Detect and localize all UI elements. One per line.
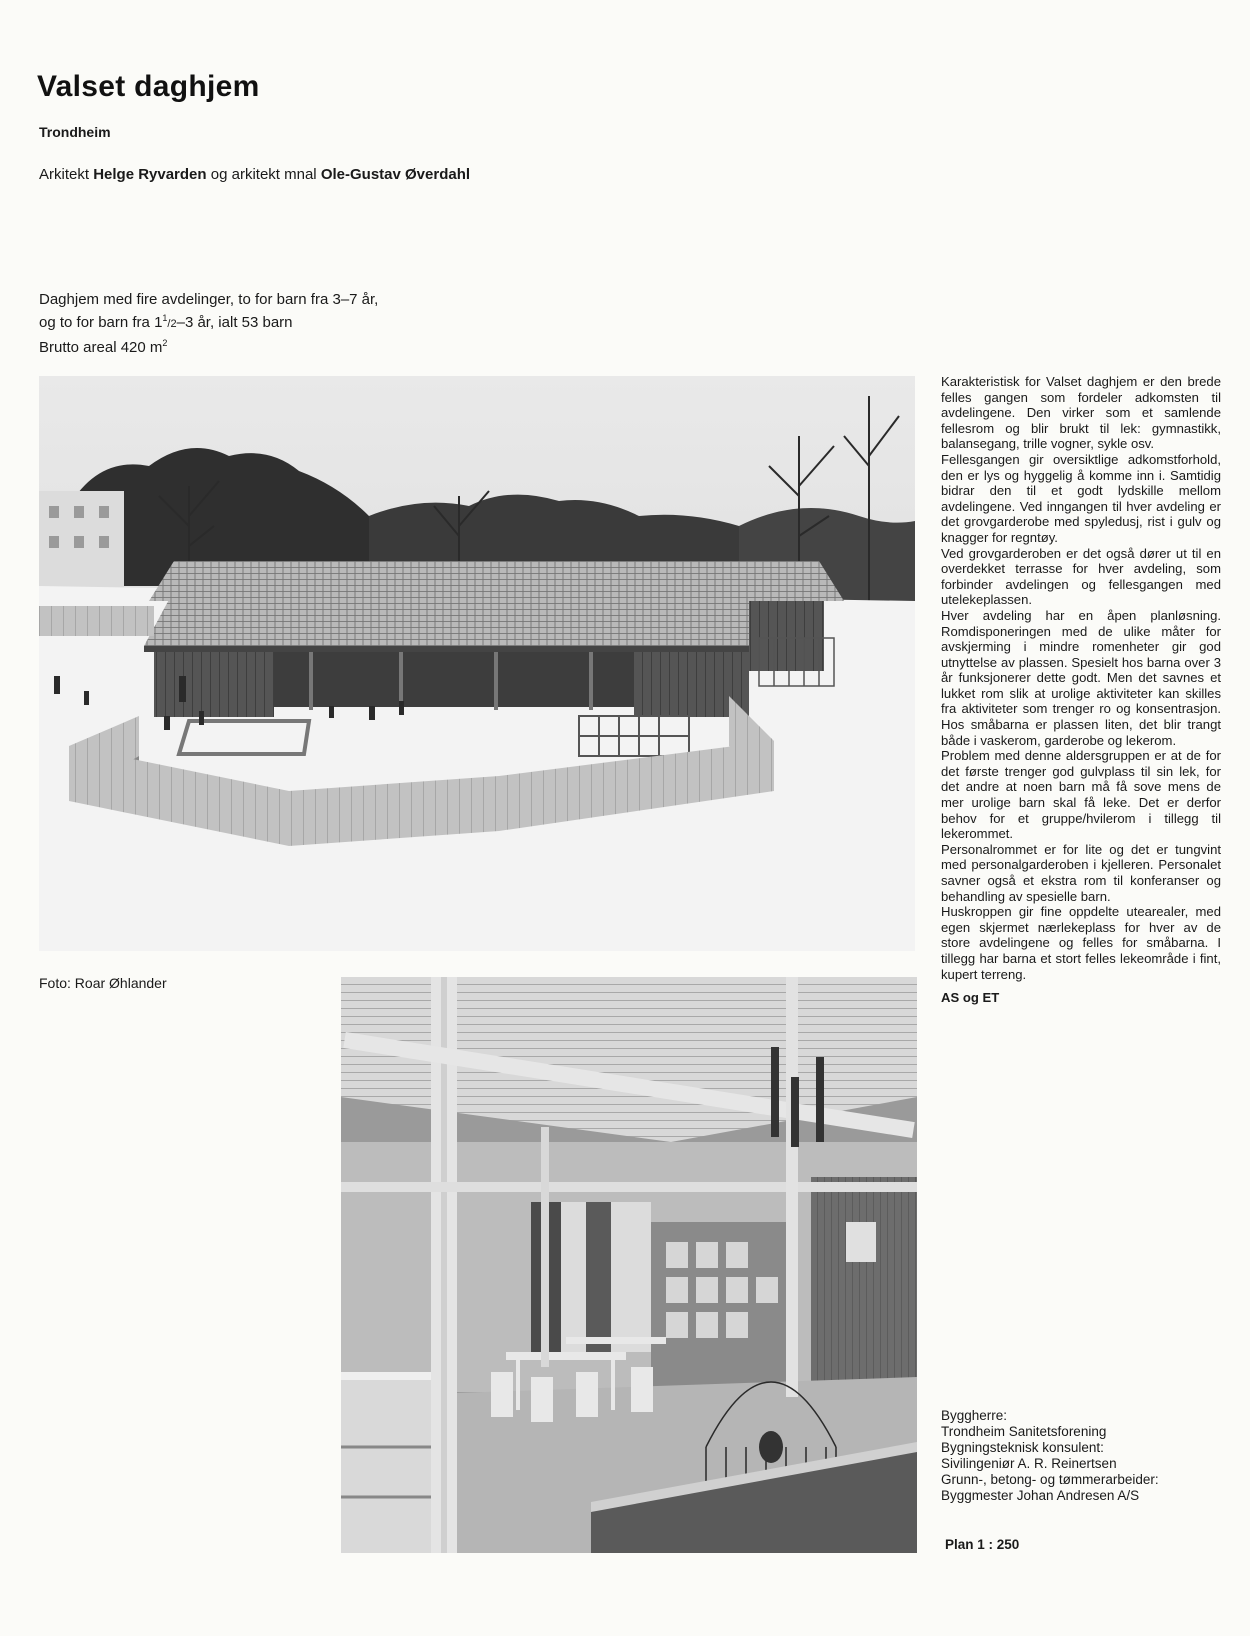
project-summary [39, 290, 479, 357]
architects-line [39, 166, 470, 183]
body-paragraph: Personalrommet er for lite og det er tungvint med personalgarderoben i kjelleren. Personalet savner også et ekstra rom til konferanser og behandling av spesielle barn. [941, 841, 1221, 904]
summary-area: Brutto areal 420 m [39, 339, 163, 356]
summary-line-2-text: og to for barn fra 1 [39, 314, 163, 331]
summary-line-2 [39, 309, 479, 334]
city-subtitle: Trondheim [39, 124, 111, 140]
fraction-numerator: 1 [162, 313, 168, 323]
body-paragraph: Karakteristisk for Valset daghjem er den brede felles gangen som fordeler adkomsten til avdelingene. Den virker som et samlende fellesrom og blir brukt til lek: gymnastikk, balansegang, trille vogner, sykle osv. [941, 374, 1221, 452]
page-title: Valset daghjem [37, 70, 260, 103]
architects-prefix: Arkitekt [39, 166, 90, 183]
article-body [941, 374, 1221, 1006]
area-unit-superscript: 2 [162, 338, 168, 348]
credits-line: Grunn-, betong- og tømmerarbeider: [941, 1472, 1159, 1487]
plan-label: Plan 1 [945, 1537, 985, 1552]
credits-line: Sivilingeniør A. R. Reinertsen [941, 1456, 1117, 1471]
body-paragraph: Ved grovgarderoben er det også dører ut til en overdekket terrasse for hver avdeling, som forbinder avdelingen og fellesgangen med utelekeplassen. [941, 545, 1221, 608]
summary-line-1: Daghjem med fire avdelinger, to for barn fra 3–7 år, [39, 291, 379, 308]
credits-line: Bygningsteknisk konsulent: [941, 1440, 1104, 1455]
plan-scale-value: : 250 [988, 1537, 1020, 1552]
interior-photo [341, 977, 917, 1553]
architects-middle: og arkitekt mnal [210, 166, 317, 183]
credits-line: Byggmester Johan Andresen A/S [941, 1488, 1140, 1503]
fraction-denominator: /2 [167, 318, 177, 330]
architect-name-2: Ole-Gustav Øverdahl [320, 166, 471, 183]
interior-photo-illustration [341, 977, 917, 1553]
photo-credit: Foto: Roar Øhlander [39, 975, 167, 991]
exterior-photo [39, 376, 915, 951]
body-paragraph: Problem med denne aldersgruppen er at de for det første trenger god gulvplass til sin lek, for det andre at noen barn må få sove mens de mer urolige barn skal få leke. Det er derfor behov for et gruppe/hvilerom i tillegg til lekerommet. [941, 748, 1221, 842]
summary-line-3 [39, 334, 479, 357]
body-paragraph: Huskroppen gir fine oppdelte utearealer, med egen skjermet nærlekeplass for hver av de store avdelingene og felles for småbarna. I tillegg har barna et stort felles lekeområde i fint, kupert terreng. [941, 904, 1221, 982]
credits-line: Byggherre: [941, 1408, 1008, 1423]
architect-name-1: Helge Ryvarden [93, 166, 207, 183]
article-authors: AS og ET [941, 990, 1000, 1006]
credits-line: Trondheim Sanitetsforening [941, 1424, 1107, 1439]
summary-line-2-end: –3 år, ialt 53 barn [176, 314, 293, 331]
exterior-photo-illustration [39, 376, 915, 951]
plan-scale [945, 1537, 1019, 1552]
body-paragraph: Hver avdeling har en åpen planløsning. Romdisponeringen med de ulike måter for avskjerming i mindre romenheter gir god utnyttelse av plassen. Spesielt hos barna over 3 år funksjonerer dette godt. Men det savnes et lukket rom slik at urolige aktiviteter kan skilles fra aktiviteter som trenger ro og konsentrasjon. Hos småbarna er plassen liten, det blir trangt både i vaskerom, garderobe og lekerom. [941, 607, 1221, 748]
project-credits [941, 1408, 1231, 1504]
body-paragraph: Fellesgangen gir oversiktlige adkomstforhold, den er lys og hyggelig å komme inn i. Samtidig bidrar den til et godt lydskille mellom avdelingene. Ved inngangen til hver avdeling er det grovgarderobe med spyledusj, rist i gulv og knagger for regntøy. [941, 451, 1221, 545]
